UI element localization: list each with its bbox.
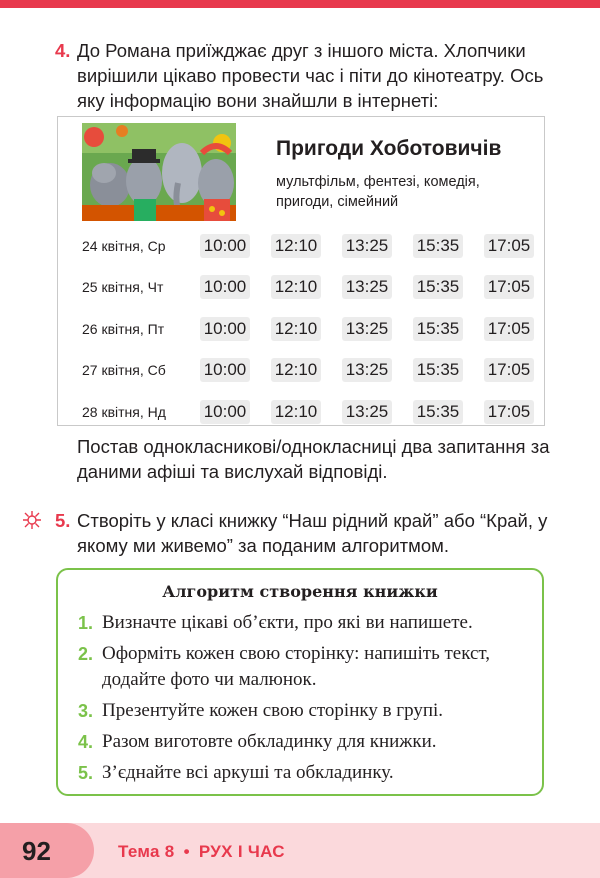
algorithm-step (78, 610, 528, 636)
page-number: 92 (22, 836, 51, 866)
showtime: 13:25 (342, 234, 392, 258)
showtime: 13:25 (342, 317, 392, 341)
step-text: Презентуйте кожен свою сторінку в групі. (102, 700, 444, 721)
showtime: 17:05 (484, 317, 534, 341)
showtime: 10:00 (200, 317, 250, 341)
algorithm-step (78, 760, 528, 786)
algorithm-box (56, 568, 544, 796)
topic-separator: • (183, 842, 190, 861)
group-work-icon (20, 509, 44, 531)
schedule-day: 26 квітня, Пт (82, 320, 165, 337)
schedule-day: 25 квітня, Чт (82, 279, 164, 296)
showtime: 12:10 (271, 234, 321, 258)
showtime: 13:25 (342, 275, 392, 299)
step-number: 5. (78, 763, 94, 783)
movie-poster (82, 123, 236, 221)
algorithm-steps (78, 610, 528, 791)
schedule-row (82, 391, 542, 433)
schedule-day: 24 квітня, Ср (82, 237, 166, 254)
showtime: 17:05 (484, 400, 534, 424)
showtime: 17:05 (484, 358, 534, 382)
movie-genres: мультфільм, фентезі, комедія, пригоди, сімейний (276, 174, 480, 210)
schedule-row (82, 350, 542, 392)
step-number: 4. (78, 732, 94, 752)
schedule-row (82, 225, 542, 267)
algorithm-step (78, 698, 528, 724)
schedule-day: 27 квітня, Сб (82, 362, 166, 379)
schedule-table (82, 225, 542, 433)
schedule-row (82, 267, 542, 309)
showtime: 15:35 (413, 400, 463, 424)
task-5 (55, 508, 555, 558)
showtime: 10:00 (200, 234, 250, 258)
step-text: Оформіть кожен свою сторінку: напишіть текст, додайте фото чи малюнок. (102, 643, 491, 690)
schedule-day: 28 квітня, Нд (82, 403, 166, 420)
showtime: 17:05 (484, 275, 534, 299)
task-5-text: Створіть у класі книжку “Наш рідний край” або “Край, у якому ми живемо” за поданим алгоритмом. (77, 510, 548, 556)
showtime: 15:35 (413, 234, 463, 258)
movie-card (57, 116, 545, 426)
step-number: 1. (78, 613, 94, 633)
algorithm-step (78, 729, 528, 755)
showtime: 10:00 (200, 400, 250, 424)
task-4 (55, 38, 555, 113)
task-5-number: 5. (55, 510, 71, 531)
step-text: З’єднайте всі аркуші та обкладинку. (102, 762, 394, 783)
algorithm-title: Алгоритм створення книжки (162, 582, 438, 601)
showtime: 15:35 (413, 358, 463, 382)
showtime: 17:05 (484, 234, 534, 258)
footer-topic (118, 842, 285, 862)
showtime: 13:25 (342, 400, 392, 424)
top-rule (0, 0, 600, 8)
task-4-text: До Романа приїжджає друг з іншого міста. Хлопчики вирішили цікаво провести час і піти до кінотеатру. Ось яку інформацію вони знайшли в інтернеті: (77, 40, 544, 111)
step-text: Визначте цікаві об’єкти, про які ви напишете. (102, 612, 473, 633)
showtime: 10:00 (200, 275, 250, 299)
showtime: 12:10 (271, 317, 321, 341)
schedule-row (82, 308, 542, 350)
showtime: 12:10 (271, 400, 321, 424)
task-4-followup: Постав однокласникові/однокласниці два запитання за даними афіші та вислухай відповіді. (77, 436, 550, 482)
movie-title: Пригоди Хоботовичів (276, 137, 502, 160)
showtime: 12:10 (271, 358, 321, 382)
task-4-number: 4. (55, 40, 71, 61)
topic-name: РУХ І ЧАС (198, 842, 285, 861)
showtime: 13:25 (342, 358, 392, 382)
showtime: 12:10 (271, 275, 321, 299)
showtime: 10:00 (200, 358, 250, 382)
step-number: 3. (78, 701, 94, 721)
showtime: 15:35 (413, 317, 463, 341)
showtime: 15:35 (413, 275, 463, 299)
step-number: 2. (78, 644, 94, 664)
algorithm-step (78, 641, 528, 693)
topic-label: Тема 8 (118, 842, 175, 861)
poster-image (82, 123, 236, 221)
step-text: Разом виготовте обкладинку для книжки. (102, 731, 437, 752)
